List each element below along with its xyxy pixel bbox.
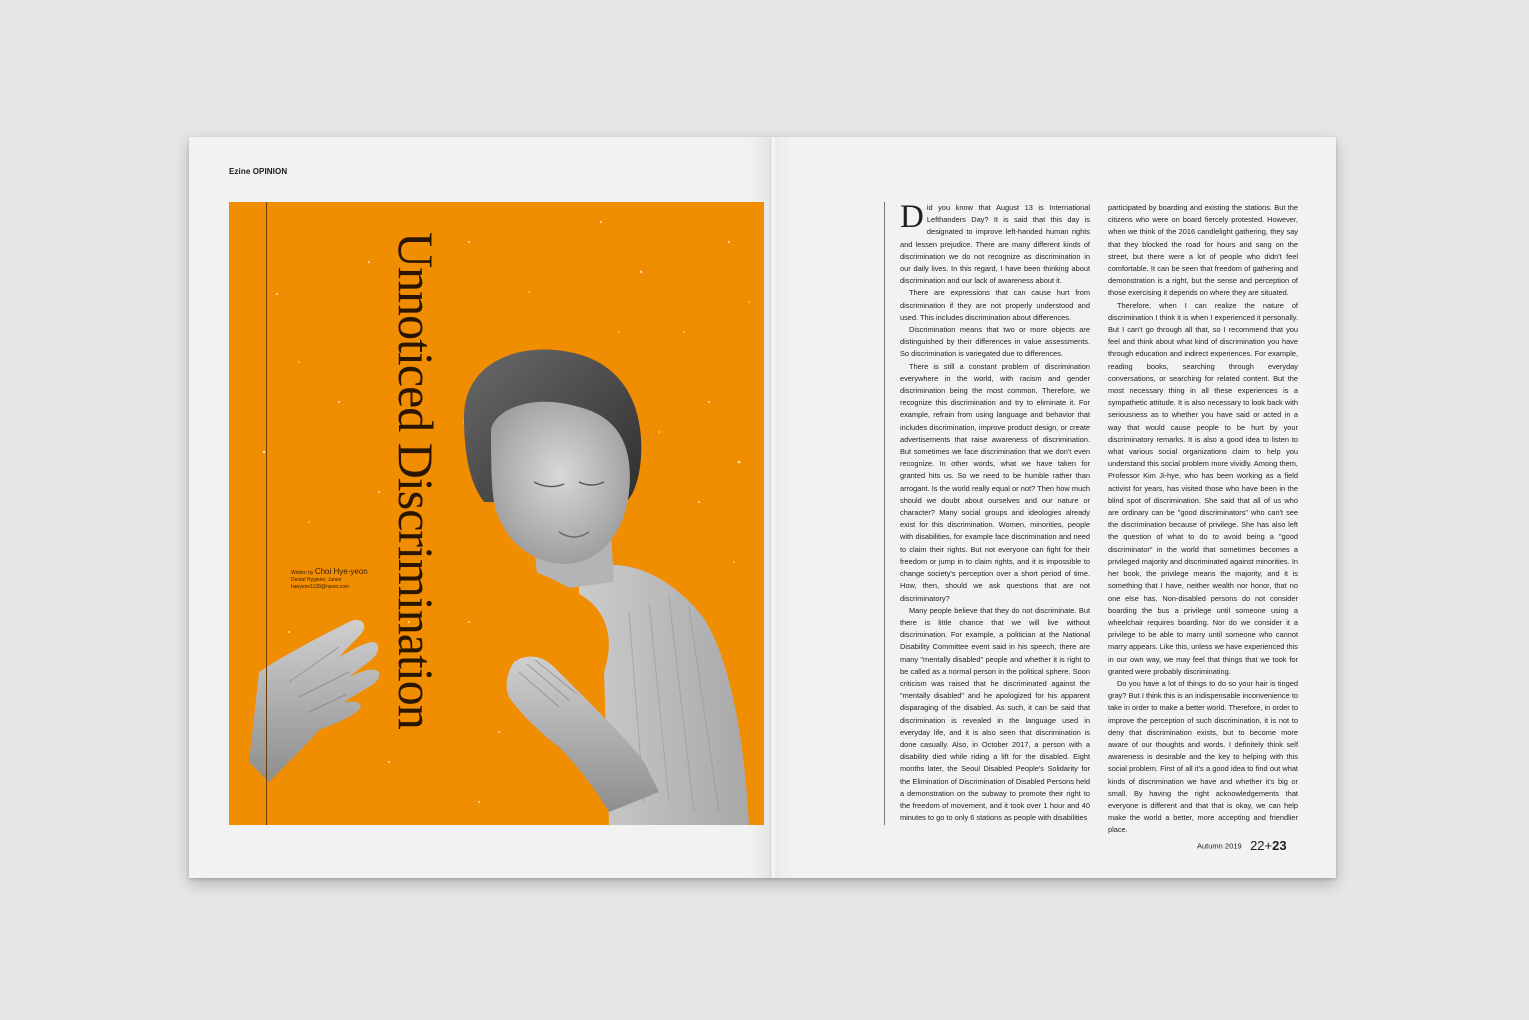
paragraph: Do you have a lot of things to do so your hair is tinged gray? But I think this is an indispensable inconvenience to take in order to make a better world. Therefore, in order to improve the perception of such discrimination, it is not to deny that discrimination exists, but to become more aware of our thoughts and words. I definitely think self awareness is desirable and the key to helping with this social problem. First of all it's a good idea to find out what kinds of discrimination we have and whether it's big or small. By having the right acknowledgements that everyone is different and that that is okay, we can help make the world a better, more accepting and friendlier place. (1108, 678, 1298, 835)
paragraph: Therefore, when I can realize the nature of discrimination I think it is when I experienced it personally. But I can't go through all that, so I recommend that you feel and think about what kind of discrimination you have through education and indirect experiences. For example, reading books, searching through everyday conversations, or searching for related content. But the most necessary thing in all these experiences is a sympathetic attitude. It is also necessary to look back with seriousness as to whether you have said or acted in a way that would cause people to be hurt by your discriminatory remarks. It is also a good idea to listen to what various social organizations claim to help you understand this social problem more vividly. Among them, Professor Kim Ji-hye, who has been working as a field activist for years, has visited those who have been in the blind spot of discrimination. She said that all of us who are ordinary can be "good discriminators" who can't see the discrimination because of privilege. She has also left the question of what to do to avoid being a "good discriminator" in the world that sometimes becomes a privileged majority and discriminated against minorities. In her book, the privilege means the majority, and it is something that I have, neither wealth nor honor, that no one else has. Non-disabled persons do not consider boarding the bus a privilege until someone using a wheelchair requires boarding. Nor do we consider it a privilege to be able to marry until someone who cannot marry appears. Like this, unless we have experienced this in our own way, we may feel that things that we took for granted were probably discriminating. (1108, 300, 1298, 676)
byline (291, 568, 368, 591)
illustration-art (229, 202, 764, 825)
vertical-rule (266, 202, 267, 825)
paragraph: participated by boarding and existing the stations. But the citizens who were on board fiercely protested. However, when we think of the 2016 candlelight gathering, they say that they blocked the road for hours and sang on the street, but there were a lot of people who didn't feel comfortable. It can be seen that freedom of gathering and demonstration is a right, but the sense and perception of those exercising it depends on where they are situated. (1108, 203, 1298, 298)
author-dept: Dental Hygiene, Junior (291, 577, 342, 583)
section-label: Ezine OPINION (229, 167, 288, 176)
byline-prefix: Written by (291, 570, 314, 576)
magazine-spread (189, 137, 1336, 878)
author-email: haeyeon1128@naver.com (291, 584, 350, 590)
paragraph: Many people believe that they do not discriminate. But there is little chance that we will live without discrimination. For example, a politician at the National Disability Committee event said in his speech, there are many "mentally disabled" people and whether it is right to be called as a normal person in the political sphere. Soon criticism was raised that he discriminated against the "mentally disabled" and he apologized for his apparent disparaging of the disabled. As such, it can be said that discrimination is revealed in the language used in everyday life, and it is also seen that discrimination is done casually. Also, in October 2017, a person with a disability died while riding a lift for the disabled. Eight months later, the Seoul Disabled People's Solidarity for the Elimination of Discrimination of Disabled Persons held a demonstration on the subway to promote their right to the freedom of movement, and it took over 1 hour and 40 minutes to go to only 6 stations as people with disabilities (900, 605, 1090, 823)
issue-season: Autumn 2019 (1197, 841, 1242, 851)
article-title: Unnoticed Discrimination (388, 232, 444, 729)
cover-illustration (229, 202, 764, 825)
page-numbers: 22+23 (1250, 838, 1287, 854)
paragraph: Discrimination means that two or more objects are distinguished by their differences in value assessments. So discrimination is variegated due to differences. (900, 325, 1090, 359)
article-column-2 (1108, 202, 1298, 837)
paragraph: Did you know that August 13 is International Lefthanders Day? It is said that this day is designated to improve left-handed human rights and lessen prejudice. There are many different kinds of discrimination we do not recognize as discrimination in our daily lives. In this regard, I have been thinking about discrimination and our lack of awareness about it. (900, 199, 1090, 286)
paragraph: There is still a constant problem of discrimination everywhere in the world, with racism and gender discrimination being the most common. Therefore, we recognize this discrimination and try to eliminate it. For example, refrain from using language and behavior that includes discrimination, improve product design, or create advertisements that raise awareness of discrimination. But sometimes we face discrimination that we don't even recognize. In other words, what we have taken for granted hits us. So we need to be humble rather than arrogant. Is the world really equal or not? Then how much should we doubt about ourselves and our nature or character? Many social groups and ideologies already exist for this discrimination. Women, minorities, people with disabilities, for example face discrimination and need to claim their rights. But not everyone can fight for their freedom or jump in to claim rights, and it is impossible to change society's perception over a short period of time. How, then, should we ask questions that are not discriminatory? (900, 361, 1090, 603)
page-footer (1197, 837, 1287, 855)
author-name: Choi Hye-yeon (314, 567, 368, 576)
column-rule (884, 202, 885, 825)
paragraph: There are expressions that can cause hurt from discrimination if they are not properly understood and used. This includes discrimination about differences. (900, 288, 1090, 322)
drop-cap: D (900, 199, 924, 235)
article-column-1 (900, 199, 1090, 824)
